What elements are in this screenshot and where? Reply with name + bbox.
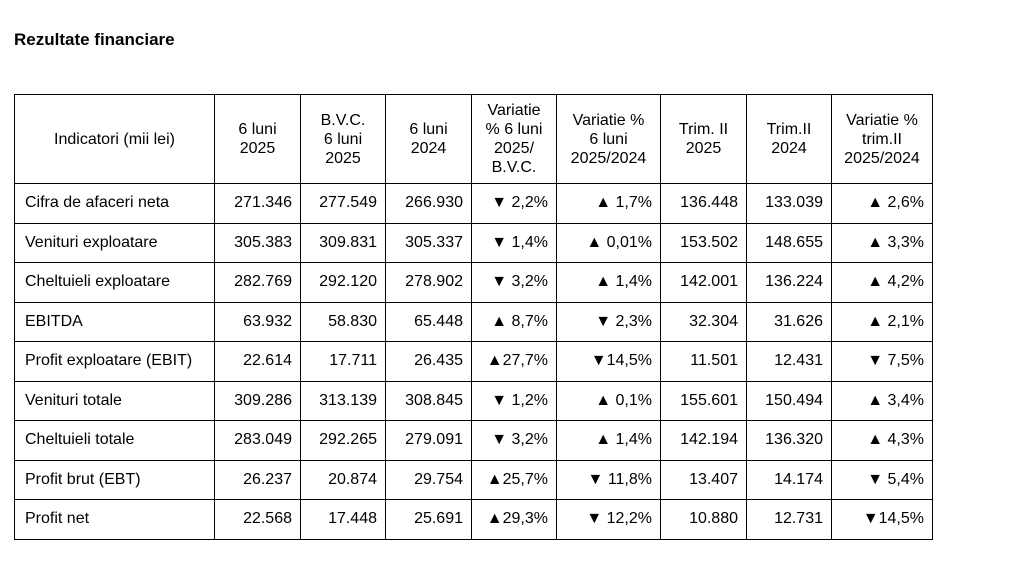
row-label: Profit net bbox=[15, 500, 215, 540]
table-row bbox=[15, 421, 933, 461]
value-6luni-2025: 22.614 bbox=[215, 342, 301, 382]
header-row bbox=[15, 95, 933, 184]
value-bvc-6luni-2025: 58.830 bbox=[301, 302, 386, 342]
variatie-bvc: ▼ 3,2% bbox=[472, 263, 557, 303]
header-line: 2025/2024 bbox=[570, 149, 647, 167]
variatie-6luni: ▼ 2,3% bbox=[557, 302, 661, 342]
header-line: 2025/2024 bbox=[844, 149, 920, 167]
header-trim2-2025 bbox=[661, 95, 747, 184]
header-indicatori bbox=[15, 95, 215, 184]
value-bvc-6luni-2025: 277.549 bbox=[301, 184, 386, 224]
variatie-bvc: ▼ 3,2% bbox=[472, 421, 557, 461]
value-trim2-2025: 11.501 bbox=[661, 342, 747, 382]
value-trim2-2024: 148.655 bbox=[747, 223, 832, 263]
header-line: trim.II bbox=[862, 130, 902, 148]
financial-results-table bbox=[14, 94, 933, 540]
header-line: Variatie % bbox=[846, 111, 918, 129]
value-bvc-6luni-2025: 309.831 bbox=[301, 223, 386, 263]
table-row bbox=[15, 381, 933, 421]
value-trim2-2024: 136.320 bbox=[747, 421, 832, 461]
value-6luni-2025: 283.049 bbox=[215, 421, 301, 461]
row-label: Venituri exploatare bbox=[15, 223, 215, 263]
value-6luni-2025: 282.769 bbox=[215, 263, 301, 303]
table-row bbox=[15, 263, 933, 303]
value-6luni-2024: 308.845 bbox=[386, 381, 472, 421]
variatie-trim2: ▼14,5% bbox=[832, 500, 933, 540]
value-trim2-2024: 12.731 bbox=[747, 500, 832, 540]
variatie-trim2: ▲ 3,3% bbox=[832, 223, 933, 263]
value-trim2-2024: 136.224 bbox=[747, 263, 832, 303]
value-bvc-6luni-2025: 17.711 bbox=[301, 342, 386, 382]
header-line: Variatie % bbox=[572, 111, 645, 129]
header-bvc-6luni-2025 bbox=[301, 95, 386, 184]
variatie-6luni: ▼ 11,8% bbox=[557, 460, 661, 500]
variatie-bvc: ▲29,3% bbox=[472, 500, 557, 540]
header-line: Trim. II bbox=[678, 121, 729, 138]
header-line: B.V.C. bbox=[491, 159, 537, 176]
value-trim2-2024: 133.039 bbox=[747, 184, 832, 224]
value-bvc-6luni-2025: 292.120 bbox=[301, 263, 386, 303]
header-line: 2025 bbox=[325, 149, 361, 167]
header-6luni-2024 bbox=[386, 95, 472, 184]
header-line: 6 luni bbox=[409, 121, 448, 138]
value-bvc-6luni-2025: 17.448 bbox=[301, 500, 386, 540]
row-label: Cheltuieli totale bbox=[15, 421, 215, 461]
value-trim2-2025: 32.304 bbox=[661, 302, 747, 342]
value-6luni-2025: 271.346 bbox=[215, 184, 301, 224]
header-line: B.V.C. bbox=[320, 111, 366, 129]
value-trim2-2024: 14.174 bbox=[747, 460, 832, 500]
header-line: 6 luni bbox=[323, 130, 363, 148]
variatie-trim2: ▲ 2,6% bbox=[832, 184, 933, 224]
variatie-6luni: ▲ 0,01% bbox=[557, 223, 661, 263]
header-variatie-6luni bbox=[557, 95, 661, 184]
header-variatie-trim2 bbox=[832, 95, 933, 184]
row-label: Profit brut (EBT) bbox=[15, 460, 215, 500]
value-trim2-2025: 155.601 bbox=[661, 381, 747, 421]
header-line: 2025/ bbox=[493, 140, 535, 157]
header-line: Indicatori (mii lei) bbox=[54, 130, 175, 148]
row-label: Cheltuieli exploatare bbox=[15, 263, 215, 303]
value-trim2-2025: 13.407 bbox=[661, 460, 747, 500]
variatie-6luni: ▲ 1,7% bbox=[557, 184, 661, 224]
value-6luni-2025: 305.383 bbox=[215, 223, 301, 263]
row-label: Profit exploatare (EBIT) bbox=[15, 342, 215, 382]
variatie-bvc: ▲27,7% bbox=[472, 342, 557, 382]
value-6luni-2024: 26.435 bbox=[386, 342, 472, 382]
value-6luni-2024: 29.754 bbox=[386, 460, 472, 500]
table-row bbox=[15, 342, 933, 382]
value-6luni-2024: 279.091 bbox=[386, 421, 472, 461]
value-bvc-6luni-2025: 20.874 bbox=[301, 460, 386, 500]
value-trim2-2024: 31.626 bbox=[747, 302, 832, 342]
table-row bbox=[15, 223, 933, 263]
row-label: Cifra de afaceri neta bbox=[15, 184, 215, 224]
header-line: Variatie bbox=[487, 102, 541, 119]
value-bvc-6luni-2025: 292.265 bbox=[301, 421, 386, 461]
value-6luni-2025: 63.932 bbox=[215, 302, 301, 342]
variatie-bvc: ▲25,7% bbox=[472, 460, 557, 500]
value-6luni-2024: 278.902 bbox=[386, 263, 472, 303]
variatie-bvc: ▲ 8,7% bbox=[472, 302, 557, 342]
table-body bbox=[15, 184, 933, 540]
row-label: EBITDA bbox=[15, 302, 215, 342]
variatie-6luni: ▲ 0,1% bbox=[557, 381, 661, 421]
table-row bbox=[15, 500, 933, 540]
page-title: Rezultate financiare bbox=[14, 30, 175, 49]
header-variatie-bvc bbox=[472, 95, 557, 184]
variatie-6luni: ▲ 1,4% bbox=[557, 421, 661, 461]
row-label: Venituri totale bbox=[15, 381, 215, 421]
variatie-trim2: ▲ 3,4% bbox=[832, 381, 933, 421]
value-trim2-2025: 142.194 bbox=[661, 421, 747, 461]
header-line: 2025 bbox=[685, 140, 722, 157]
variatie-6luni: ▼14,5% bbox=[557, 342, 661, 382]
table-row bbox=[15, 184, 933, 224]
variatie-trim2: ▲ 4,2% bbox=[832, 263, 933, 303]
value-6luni-2024: 25.691 bbox=[386, 500, 472, 540]
header-6luni-2025 bbox=[215, 95, 301, 184]
variatie-bvc: ▼ 1,4% bbox=[472, 223, 557, 263]
variatie-trim2: ▲ 4,3% bbox=[832, 421, 933, 461]
header-line: 6 luni bbox=[238, 121, 277, 138]
value-trim2-2024: 12.431 bbox=[747, 342, 832, 382]
variatie-trim2: ▼ 5,4% bbox=[832, 460, 933, 500]
variatie-trim2: ▲ 2,1% bbox=[832, 302, 933, 342]
value-bvc-6luni-2025: 313.139 bbox=[301, 381, 386, 421]
header-line: 2025 bbox=[239, 140, 276, 157]
value-trim2-2025: 10.880 bbox=[661, 500, 747, 540]
header-line: % 6 luni bbox=[485, 121, 543, 138]
variatie-bvc: ▼ 2,2% bbox=[472, 184, 557, 224]
value-6luni-2024: 266.930 bbox=[386, 184, 472, 224]
header-line: 2024 bbox=[771, 140, 807, 157]
header-line: Trim.II bbox=[766, 121, 812, 138]
value-trim2-2025: 136.448 bbox=[661, 184, 747, 224]
value-6luni-2025: 22.568 bbox=[215, 500, 301, 540]
table-row bbox=[15, 302, 933, 342]
value-trim2-2025: 153.502 bbox=[661, 223, 747, 263]
value-6luni-2024: 305.337 bbox=[386, 223, 472, 263]
variatie-6luni: ▲ 1,4% bbox=[557, 263, 661, 303]
variatie-6luni: ▼ 12,2% bbox=[557, 500, 661, 540]
value-trim2-2025: 142.001 bbox=[661, 263, 747, 303]
value-6luni-2025: 26.237 bbox=[215, 460, 301, 500]
header-line: 2024 bbox=[410, 140, 447, 157]
variatie-bvc: ▼ 1,2% bbox=[472, 381, 557, 421]
variatie-trim2: ▼ 7,5% bbox=[832, 342, 933, 382]
table-row bbox=[15, 460, 933, 500]
value-6luni-2025: 309.286 bbox=[215, 381, 301, 421]
value-trim2-2024: 150.494 bbox=[747, 381, 832, 421]
value-6luni-2024: 65.448 bbox=[386, 302, 472, 342]
header-trim2-2024 bbox=[747, 95, 832, 184]
header-line: 6 luni bbox=[589, 130, 628, 148]
